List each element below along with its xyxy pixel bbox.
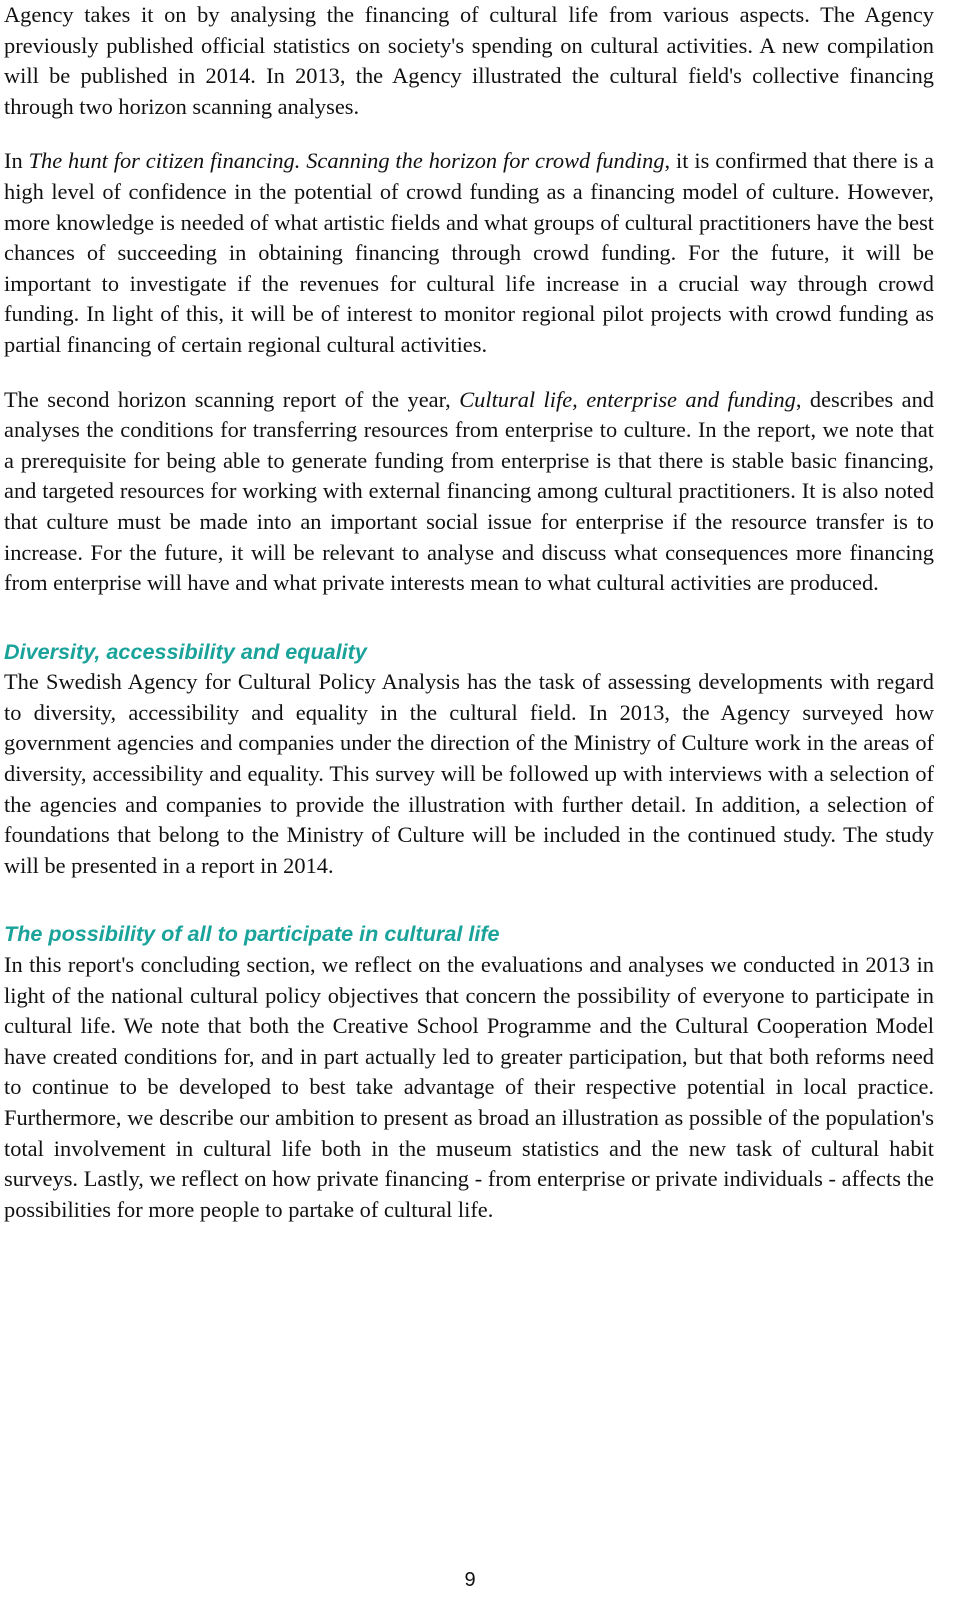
- section-heading-participation: The possibility of all to participate in cultural life: [4, 921, 500, 947]
- crowd-funding-report-title: The hunt for citizen financing. Scanning the horizon for crowd funding: [28, 148, 665, 174]
- crowd-funding-paragraph: [4, 146, 934, 360]
- intro-paragraph: Agency takes it on by analysing the financing of cultural life from various aspects. The Agency previously published official statistics on society's spending on cultural activities. A new compilation will be published in 2014. In 2013, the Agency illustrated the cultural field's collective financing through two horizon scanning analyses.: [4, 2, 934, 119]
- participation-paragraph: In this report's concluding section, we reflect on the evaluations and analyses we conducted in 2013 in light of the national cultural policy objectives that concern the possibility of everyone to participate in cultural life. We note that both the Creative School Programme and the Cultural Cooperation Model have created conditions for, and in part actually led to greater participation, but that both reforms need to continue to be developed to best take advantage of their respective potential in local practice. Furthermore, we describe our ambition to present as broad an illustration as possible of the population's total involvement in cultural life both in the museum statistics and the new task of cultural habit surveys. Lastly, we reflect on how private financing - from enterprise or private individuals - affects the possibilities for more people to partake of cultural life.: [4, 952, 934, 1222]
- diversity-paragraph: The Swedish Agency for Cultural Policy Analysis has the task of assessing developments with regard to diversity, accessibility and equality in the cultural field. In 2013, the Agency surveyed how government agencies and companies under the direction of the Ministry of Culture work in the areas of diversity, accessibility and equality. This survey will be followed up with interviews with a selection of the agencies and companies to provide the illustration with further detail. In addition, a selection of foundations that belong to the Ministry of Culture will be included in the continued study. The study will be presented in a report in 2014.: [4, 669, 934, 878]
- page-number: 9: [464, 1569, 476, 1591]
- section-heading-diversity: Diversity, accessibility and equality: [4, 638, 367, 664]
- crowd-funding-body: , it is confirmed that there is a high level of confidence in the potential of crowd funding as a financing model of culture. However, more knowledge is needed of what artistic fields and what groups of cultural practitioners have the best chances of succeeding in obtaining financing through crowd funding. For the future, it will be important to investigate if the revenues for cultural life increase in a crucial way through crowd funding. In light of this, it will be of interest to monitor regional pilot projects with crowd funding as partial financing of certain regional cultural activities.: [4, 148, 934, 357]
- enterprise-body: , describes and analyses the conditions for transferring resources from enterprise to culture. In the report, we note that a prerequisite for being able to generate funding from enterprise is that there is stable basic financing, and targeted resources for working with external financing among cultural practitioners. It is also noted that culture must be made into an important social issue for enterprise if the resource transfer is to increase. For the future, it will be relevant to analyse and discuss what consequences more financing from enterprise will have and what private interests mean to what cultural activities are produced.: [4, 386, 934, 596]
- enterprise-paragraph: [4, 385, 934, 599]
- enterprise-report-title: Cultural life, enterprise and funding: [459, 386, 796, 412]
- enterprise-lead: The second horizon scanning report of the year,: [4, 386, 460, 412]
- crowd-funding-lead: In: [4, 148, 29, 174]
- document-page: [4, 0, 934, 1225]
